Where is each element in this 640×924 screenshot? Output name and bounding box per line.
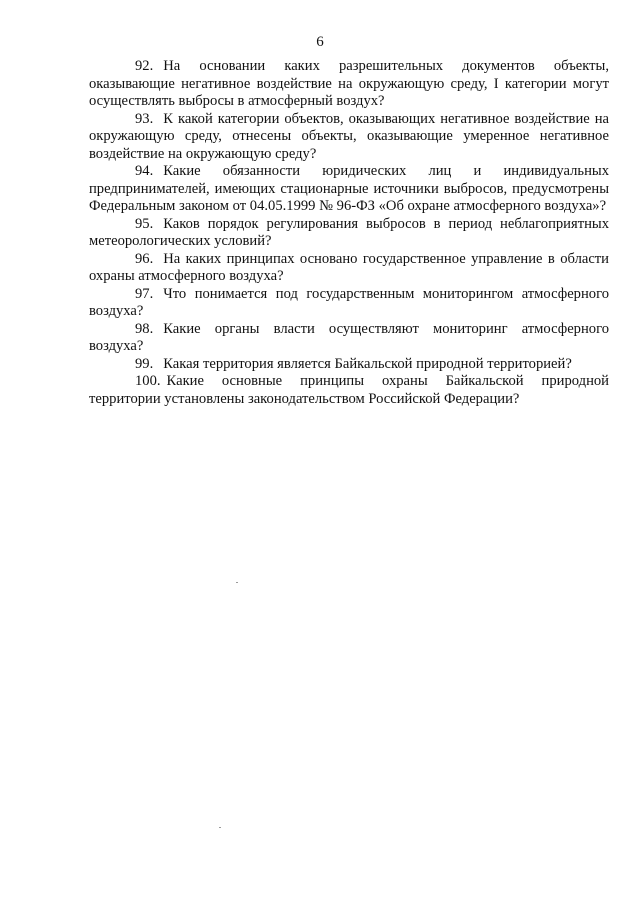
question-number: 92.: [135, 58, 154, 74]
question-number: 96.: [135, 250, 154, 267]
question-item: [89, 321, 609, 356]
question-text: Что понимается под государственным мониторингом атмосферного воздуха?: [89, 285, 609, 319]
question-text: К какой категории объектов, оказывающих негативное воздействие на окружающую среду, отнесены объекты, оказывающие умеренное негативное воздействие на окружающую среду?: [89, 110, 609, 162]
scan-speck: [219, 827, 221, 828]
question-number: 97.: [135, 285, 154, 302]
question-item: [89, 163, 609, 216]
question-item: [89, 356, 609, 374]
scan-speck: [236, 582, 238, 583]
question-text: Какие основные принципы охраны Байкальской природной территории установлены законодательством Российской Федерации?: [89, 373, 609, 407]
page-number: 6: [316, 34, 324, 50]
question-number: 100.: [135, 373, 161, 389]
question-item: [89, 111, 609, 164]
question-item: [89, 286, 609, 321]
question-text: Какая территория является Байкальской природной территорией?: [163, 355, 572, 372]
question-number: 99.: [135, 355, 154, 372]
question-item: [89, 251, 609, 286]
question-text: Каков порядок регулирования выбросов в период неблагоприятных метеорологических условий?: [89, 215, 609, 249]
question-item: [89, 58, 609, 111]
question-number: 94.: [135, 163, 154, 179]
question-number: 98.: [135, 320, 154, 337]
question-text: Какие органы власти осуществляют мониторинг атмосферного воздуха?: [89, 320, 609, 354]
question-text: Какие обязанности юридических лиц и индивидуальных предпринимателей, имеющих стационарные источники выбросов, предусмотрены Федеральным законом от 04.05.1999 № 96-ФЗ «Об охране атмосферного воздуха»?: [89, 163, 609, 214]
question-list: [89, 58, 609, 408]
question-item: [89, 373, 609, 408]
question-number: 93.: [135, 110, 154, 127]
question-text: На каких принципах основано государственное управление в области охраны атмосферного воздуха?: [89, 250, 609, 284]
question-text: На основании каких разрешительных документов объекты, оказывающие негативное воздействие на окружающую среду, I категории могут осуществлять выбросы в атмосферный воздух?: [89, 58, 609, 109]
question-number: 95.: [135, 215, 154, 232]
question-item: [89, 216, 609, 251]
